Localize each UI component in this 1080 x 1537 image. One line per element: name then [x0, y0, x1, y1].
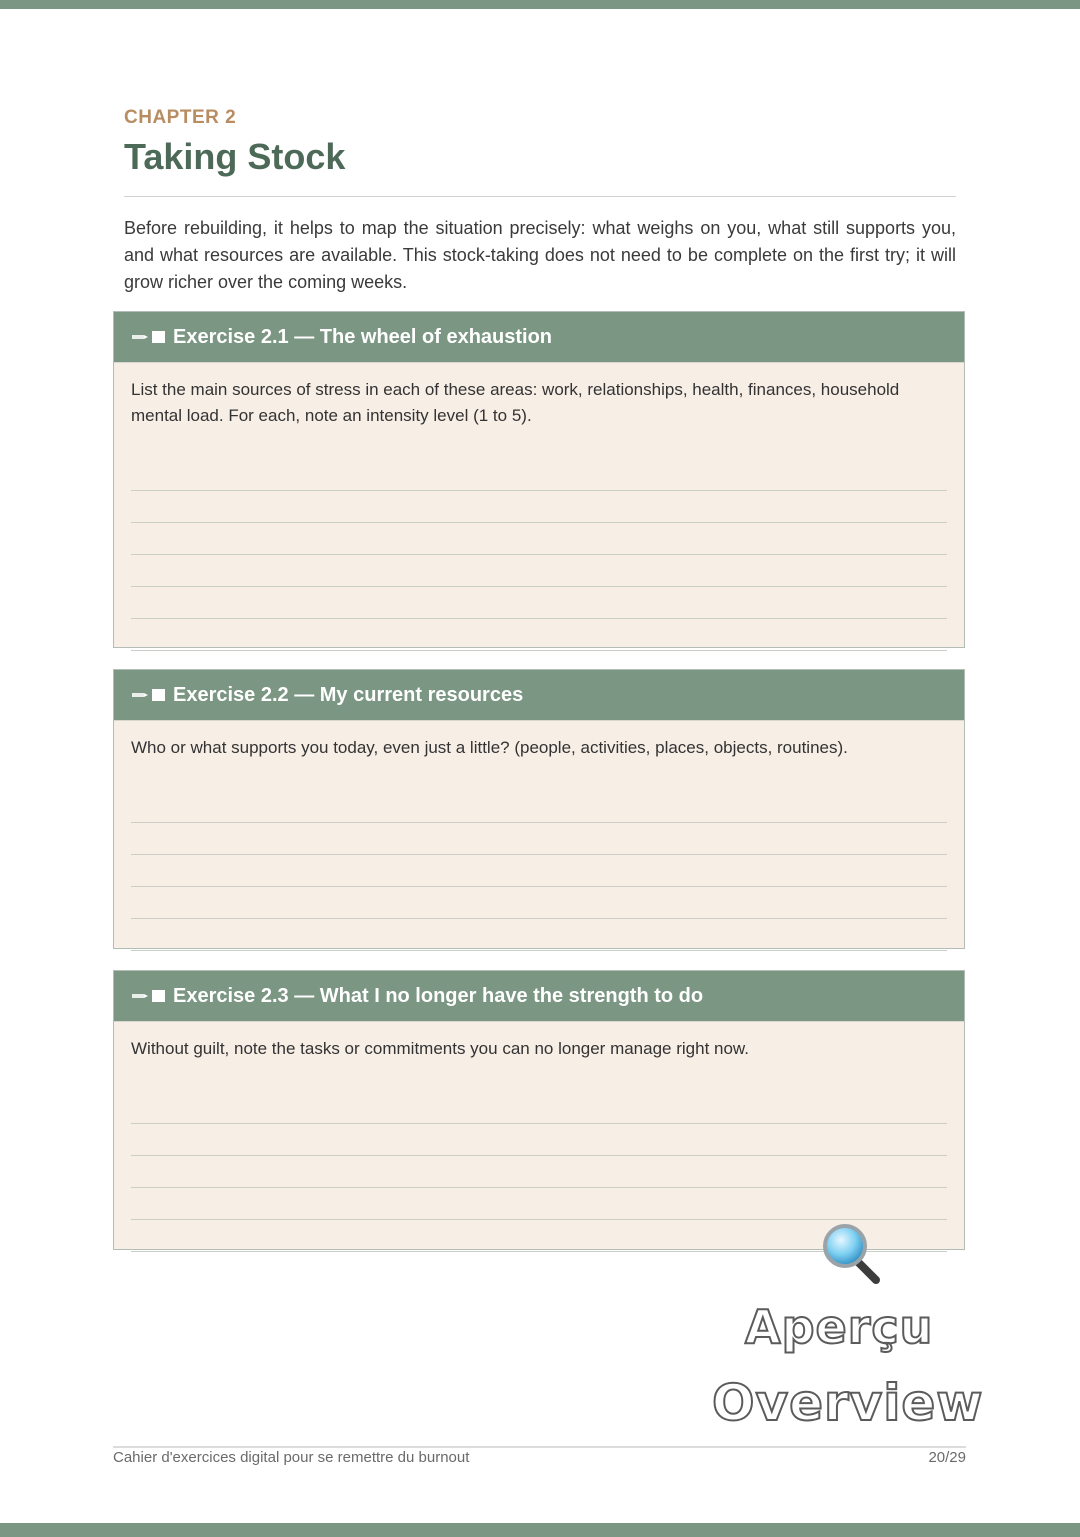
- page-number: 20/29: [928, 1449, 966, 1466]
- writing-line[interactable]: [131, 587, 947, 619]
- page-title: Taking Stock: [124, 136, 346, 177]
- title-divider: [124, 196, 956, 197]
- writing-line[interactable]: [131, 555, 947, 587]
- exercise-card-2-2: [113, 669, 965, 949]
- pencil-icon: [132, 330, 166, 344]
- exercise-header: [114, 971, 964, 1022]
- exercise-title: Exercise 2.1 — The wheel of exhaustion: [173, 325, 553, 348]
- footer-divider: [113, 1446, 966, 1448]
- writing-line[interactable]: [131, 823, 947, 855]
- writing-line[interactable]: [131, 1188, 947, 1220]
- exercise-instruction: Who or what supports you today, even just a little? (people, activities, places, objects, routines).: [131, 738, 848, 757]
- exercise-header: [114, 670, 964, 721]
- exercise-title: Exercise 2.2 — My current resources: [173, 683, 524, 706]
- exercise-card-2-1: [113, 311, 965, 648]
- exercise-card-2-3: [113, 970, 965, 1250]
- watermark-apercu: Aperçu: [745, 1300, 934, 1354]
- bottom-band: [0, 1523, 1080, 1537]
- exercise-body: [114, 363, 964, 651]
- pencil-icon: [132, 688, 166, 702]
- writing-area[interactable]: [131, 791, 947, 951]
- chapter-label: CHAPTER 2: [124, 107, 237, 128]
- exercise-body: [114, 721, 964, 951]
- exercise-instruction: List the main sources of stress in each of these areas: work, relationships, health, finances, household mental load. For each, note an intensity level (1 to 5).: [131, 380, 900, 425]
- pencil-icon: [132, 989, 166, 1003]
- exercise-title: Exercise 2.3 — What I no longer have the strength to do: [173, 984, 704, 1007]
- writing-line[interactable]: [131, 619, 947, 651]
- writing-line[interactable]: [131, 791, 947, 823]
- writing-area[interactable]: [131, 459, 947, 651]
- writing-line[interactable]: [131, 459, 947, 491]
- exercise-instruction: Without guilt, note the tasks or commitments you can no longer manage right now.: [131, 1039, 749, 1058]
- watermark-overview: Overview: [712, 1374, 984, 1432]
- magnifier-icon: [818, 1222, 884, 1293]
- footer-title: Cahier d'exercices digital pour se remettre du burnout: [113, 1449, 470, 1466]
- writing-line[interactable]: [131, 919, 947, 951]
- writing-line[interactable]: [131, 855, 947, 887]
- writing-line[interactable]: [131, 1124, 947, 1156]
- writing-line[interactable]: [131, 491, 947, 523]
- writing-line[interactable]: [131, 1092, 947, 1124]
- writing-line[interactable]: [131, 523, 947, 555]
- intro-paragraph: Before rebuilding, it helps to map the situation precisely: what weighs on you, what still supports you, and what resources are available. This stock-taking does not need to be complete on the first try; it will grow richer over the coming weeks.: [124, 218, 956, 292]
- exercise-header: [114, 312, 964, 363]
- top-band: [0, 0, 1080, 9]
- writing-line[interactable]: [131, 1156, 947, 1188]
- writing-line[interactable]: [131, 887, 947, 919]
- exercise-body: [114, 1022, 964, 1252]
